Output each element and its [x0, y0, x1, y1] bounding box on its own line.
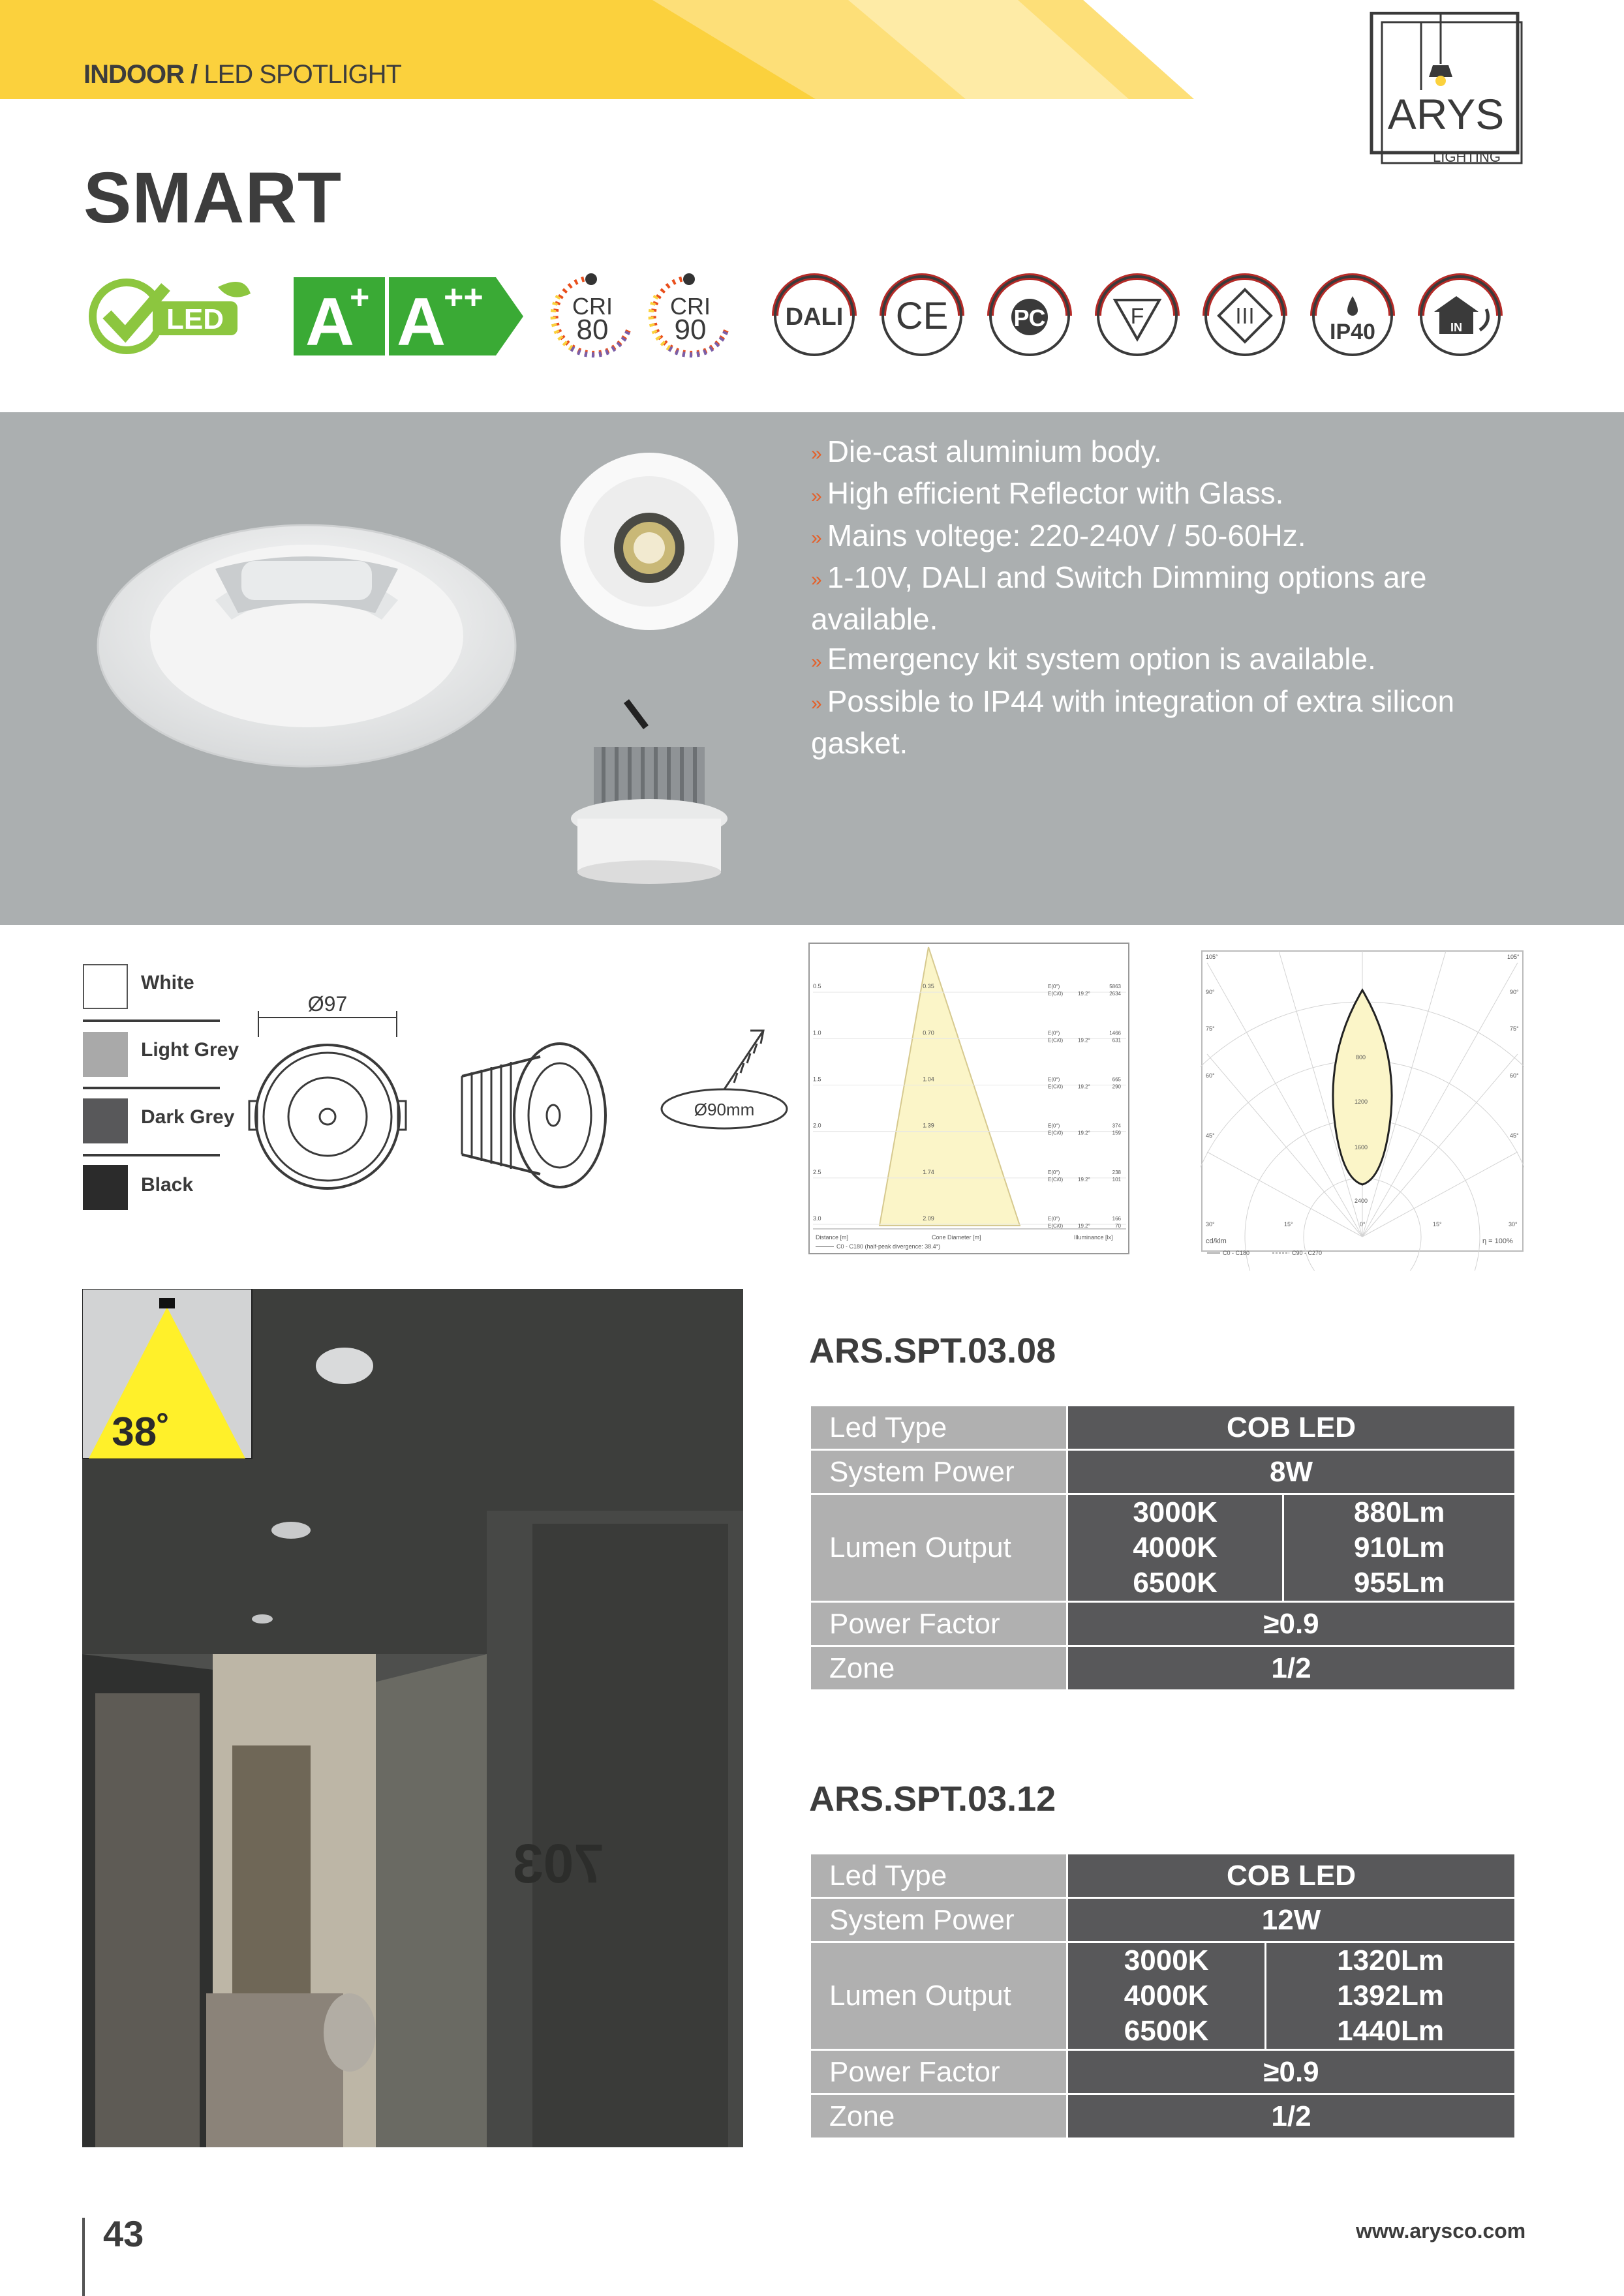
cone-angle-label: 19.2°	[1078, 1037, 1090, 1044]
energy-a-plus: A	[305, 284, 355, 355]
table-row	[810, 1494, 1516, 1530]
cone-ec-value: 159	[1112, 1130, 1121, 1136]
cct-value: 4000K	[1067, 1978, 1266, 2014]
polar-angle: 45°	[1510, 1132, 1519, 1139]
footer-bar	[82, 2218, 85, 2296]
swatch-label: Dark Grey	[141, 1106, 235, 1128]
cone-diameter: 1.39	[923, 1122, 934, 1129]
polar-angle: 60°	[1510, 1072, 1519, 1079]
cone-distance: 0.5	[813, 983, 821, 990]
cone-ec-label: E(C/0)	[1048, 991, 1064, 997]
cone-e0-value: 665	[1112, 1076, 1121, 1083]
dimension-drawings	[247, 978, 664, 1200]
cone-ec-label: E(C/0)	[1048, 1176, 1064, 1183]
polar-angle: 105°	[1507, 954, 1520, 960]
polar-angle: 45°	[1206, 1132, 1215, 1139]
ip-text: IP40	[1330, 320, 1375, 344]
polar-angle: 30°	[1509, 1221, 1518, 1228]
cone-diameter: 0.35	[923, 983, 934, 990]
cone-ec-label: E(C/0)	[1048, 1037, 1064, 1044]
cone-xlabel-right: Illuminance [lx]	[1074, 1234, 1113, 1241]
energy-class-icon	[294, 277, 523, 355]
polar-angle: 105°	[1206, 954, 1218, 960]
lumen-value: 1320Lm	[1266, 1942, 1516, 1978]
spec-key: Lumen Output	[810, 1494, 1067, 1602]
led-text: LED	[166, 303, 224, 335]
polar-angle: 0°	[1360, 1221, 1366, 1228]
cone-ec-label: E(C/0)	[1048, 1130, 1064, 1136]
spec-value: ≥0.9	[1067, 1602, 1516, 1646]
dali-text: DALI	[785, 303, 844, 331]
cone-xlabel-mid: Cone Diameter [m]	[932, 1234, 981, 1241]
cone-angle-label: 19.2°	[1078, 991, 1090, 997]
polar-unit: cd/klm	[1206, 1237, 1227, 1245]
bullet-icon: »	[811, 650, 822, 672]
cert-badges	[769, 270, 1525, 361]
polar-diagram	[1201, 950, 1524, 1271]
swatch-black	[83, 1165, 128, 1210]
spec-key: System Power	[810, 1898, 1067, 1942]
spec-key: Lumen Output	[810, 1942, 1067, 2050]
polar-ring: 1600	[1355, 1144, 1368, 1151]
swatch-label: Black	[141, 1174, 194, 1196]
cone-e0-label: E(0°)	[1048, 984, 1060, 990]
product-photo-front	[95, 522, 519, 776]
cone-e0-label: E(0°)	[1048, 1123, 1060, 1129]
cct-value: 6500K	[1067, 1566, 1283, 1602]
cone-e0-value: 374	[1112, 1123, 1121, 1129]
product-photo-face	[558, 450, 741, 633]
cone-e0-value: 166	[1112, 1216, 1121, 1222]
polar-angle: 15°	[1433, 1221, 1442, 1228]
table-row	[810, 2050, 1516, 2094]
cone-distance: 2.5	[813, 1168, 821, 1175]
cri-90-icon	[643, 270, 735, 361]
cone-ec-value: 631	[1112, 1037, 1121, 1044]
lumen-value: 955Lm	[1283, 1566, 1516, 1602]
spec-value: 1/2	[1067, 2094, 1516, 2139]
polar-angle: 90°	[1206, 989, 1215, 995]
cone-diagram	[808, 942, 1130, 1255]
cone-ec-value: 70	[1115, 1223, 1121, 1229]
swatch-dark-grey	[83, 1098, 128, 1143]
bullet-icon: »	[811, 443, 822, 465]
f-mark-icon	[1098, 277, 1176, 355]
spec-value: 1/2	[1067, 1646, 1516, 1691]
divider	[83, 1154, 220, 1156]
energy-a-plus-sup: +	[350, 279, 370, 316]
table-row	[810, 1602, 1516, 1646]
product-photo-side	[568, 688, 731, 884]
dali-icon	[775, 277, 853, 355]
category-primary: INDOOR /	[84, 60, 198, 89]
polar-angle: 75°	[1206, 1025, 1215, 1032]
polar-angle: 75°	[1510, 1025, 1519, 1032]
table-row	[810, 2094, 1516, 2139]
product-code-2: ARS.SPT.03.12	[809, 1779, 1056, 1819]
ip40-icon	[1313, 277, 1392, 355]
cone-ec-label: E(C/0)	[1048, 1223, 1064, 1229]
spec-key: Led Type	[810, 1406, 1067, 1450]
spec-value: COB LED	[1067, 1406, 1516, 1450]
cone-distance: 1.5	[813, 1076, 821, 1083]
table-row	[810, 1646, 1516, 1691]
cone-legend: C0 - C180 (half-peak divergence: 38.4°)	[836, 1243, 941, 1250]
ce-icon	[883, 277, 961, 355]
cone-angle-label: 19.2°	[1078, 1223, 1090, 1229]
category-label	[84, 60, 401, 89]
divider	[83, 1020, 220, 1022]
cone-angle-label: 19.2°	[1078, 1083, 1090, 1090]
logo-sub: LIGHTING	[1433, 149, 1501, 165]
class-iii-icon	[1206, 277, 1284, 355]
eac-icon	[990, 277, 1069, 355]
page-title: SMART	[84, 158, 343, 238]
swatch-light-grey	[83, 1032, 128, 1077]
cone-e0-label: E(0°)	[1048, 1216, 1060, 1222]
in-text: IN	[1450, 321, 1462, 334]
polar-angle: 30°	[1206, 1221, 1215, 1228]
spec-value: 8W	[1067, 1450, 1516, 1494]
lumen-value: 880Lm	[1283, 1494, 1516, 1530]
application-photo	[82, 1289, 743, 2147]
polar-angle: 90°	[1510, 989, 1519, 995]
polar-angle: 15°	[1284, 1221, 1293, 1228]
f-text: F	[1130, 304, 1144, 329]
feature-item: » Possible to IP44 with integration of extra silicon gasket.	[811, 684, 1455, 761]
cone-e0-label: E(0°)	[1048, 1076, 1060, 1083]
feature-item: » Die-cast aluminium body.	[811, 434, 1162, 468]
cone-angle-label: 19.2°	[1078, 1130, 1090, 1136]
cone-ec-label: E(C/0)	[1048, 1083, 1064, 1090]
ce-text: CE	[895, 295, 949, 337]
bullet-icon: »	[811, 569, 822, 591]
cri-80-label: CRI	[572, 293, 613, 320]
energy-a-pp-sup: ++	[444, 279, 483, 316]
page-number: 43	[103, 2213, 144, 2254]
cri-80-icon	[545, 270, 637, 361]
cri-80-value: 80	[576, 314, 609, 346]
cct-value: 3000K	[1067, 1942, 1266, 1978]
polar-ring: 2400	[1355, 1198, 1368, 1204]
website-link[interactable]: www.arysco.com	[1356, 2219, 1526, 2243]
cutout-diameter-label: Ø90mm	[694, 1100, 755, 1119]
cone-e0-label: E(0°)	[1048, 1169, 1060, 1175]
spec-key: Power Factor	[810, 1602, 1067, 1646]
spec-key: Zone	[810, 1646, 1067, 1691]
cone-diameter: 1.04	[923, 1076, 934, 1083]
cone-ec-value: 290	[1112, 1083, 1121, 1090]
outer-diameter-label: Ø97	[307, 992, 348, 1016]
cct-value: 3000K	[1067, 1494, 1283, 1530]
feature-item: » High efficient Reflector with Glass.	[811, 476, 1284, 511]
spec-value: 12W	[1067, 1898, 1516, 1942]
feature-list	[811, 432, 1535, 763]
spec-table-1	[809, 1404, 1516, 1691]
spec-key: Led Type	[810, 1854, 1067, 1898]
spec-table-2	[809, 1852, 1516, 2139]
cutout-drawing	[659, 1018, 809, 1135]
bullet-icon: »	[811, 693, 822, 715]
svg-text:РС: РС	[1013, 305, 1046, 331]
table-row	[810, 1854, 1516, 1898]
swatch-white	[83, 964, 128, 1009]
polar-ring: 1200	[1355, 1098, 1368, 1105]
swatch-label: Light Grey	[141, 1039, 239, 1061]
cone-diameter: 1.74	[923, 1168, 934, 1175]
bullet-icon: »	[811, 527, 822, 549]
polar-legend-2: C90 - C270	[1292, 1250, 1323, 1256]
cone-ec-value: 101	[1112, 1176, 1121, 1183]
lumen-value: 1392Lm	[1266, 1978, 1516, 2014]
feature-item: » Emergency kit system option is available.	[811, 642, 1376, 676]
lumen-value: 910Lm	[1283, 1530, 1516, 1566]
feature-item: » Mains voltege: 220-240V / 50-60Hz.	[811, 518, 1306, 552]
cone-e0-value: 5863	[1109, 984, 1121, 990]
product-code-1: ARS.SPT.03.08	[809, 1331, 1056, 1370]
polar-ring: 800	[1356, 1054, 1366, 1061]
arys-logo	[1369, 12, 1525, 168]
category-secondary: LED SPOTLIGHT	[204, 60, 401, 89]
cct-value: 4000K	[1067, 1530, 1283, 1566]
cone-distance: 1.0	[813, 1029, 821, 1036]
spec-key: System Power	[810, 1450, 1067, 1494]
cri-90-value: 90	[674, 314, 707, 346]
spec-key: Zone	[810, 2094, 1067, 2139]
led-icon	[87, 274, 257, 359]
cone-ec-value: 2634	[1109, 991, 1121, 997]
indoor-icon	[1421, 277, 1499, 355]
cone-e0-value: 1466	[1109, 1030, 1121, 1036]
cone-distance: 2.0	[813, 1122, 821, 1129]
cone-diameter: 2.09	[923, 1215, 934, 1222]
cone-e0-value: 238	[1112, 1169, 1121, 1175]
spec-value: ≥0.9	[1067, 2050, 1516, 2094]
swatch-label: White	[141, 972, 194, 993]
beam-angle: 38˚	[112, 1410, 170, 1455]
cone-distance: 3.0	[813, 1215, 821, 1222]
cone-angle-label: 19.2°	[1078, 1176, 1090, 1183]
feature-item: » 1-10V, DALI and Switch Dimming options are available.	[811, 560, 1427, 637]
table-row	[810, 1898, 1516, 1942]
polar-angle: 60°	[1206, 1072, 1215, 1079]
table-row	[810, 1942, 1516, 1978]
polar-legend-1: C0 - C180	[1223, 1250, 1250, 1256]
logo-brand: ARYS	[1387, 90, 1505, 138]
door-number: 703	[512, 1833, 604, 1894]
divider	[83, 1087, 220, 1089]
polar-eta: η = 100%	[1482, 1237, 1513, 1245]
cct-value: 6500K	[1067, 2014, 1266, 2050]
table-row	[810, 1406, 1516, 1450]
spec-key: Power Factor	[810, 2050, 1067, 2094]
energy-a-pp: A	[397, 284, 446, 355]
cone-e0-label: E(0°)	[1048, 1030, 1060, 1036]
spec-value: COB LED	[1067, 1854, 1516, 1898]
table-row	[810, 1450, 1516, 1494]
bullet-icon: »	[811, 485, 822, 507]
lumen-value: 1440Lm	[1266, 2014, 1516, 2050]
cone-xlabel-left: Distance [m]	[816, 1234, 849, 1241]
cone-diameter: 0.70	[923, 1029, 934, 1036]
cri-90-label: CRI	[670, 293, 711, 320]
